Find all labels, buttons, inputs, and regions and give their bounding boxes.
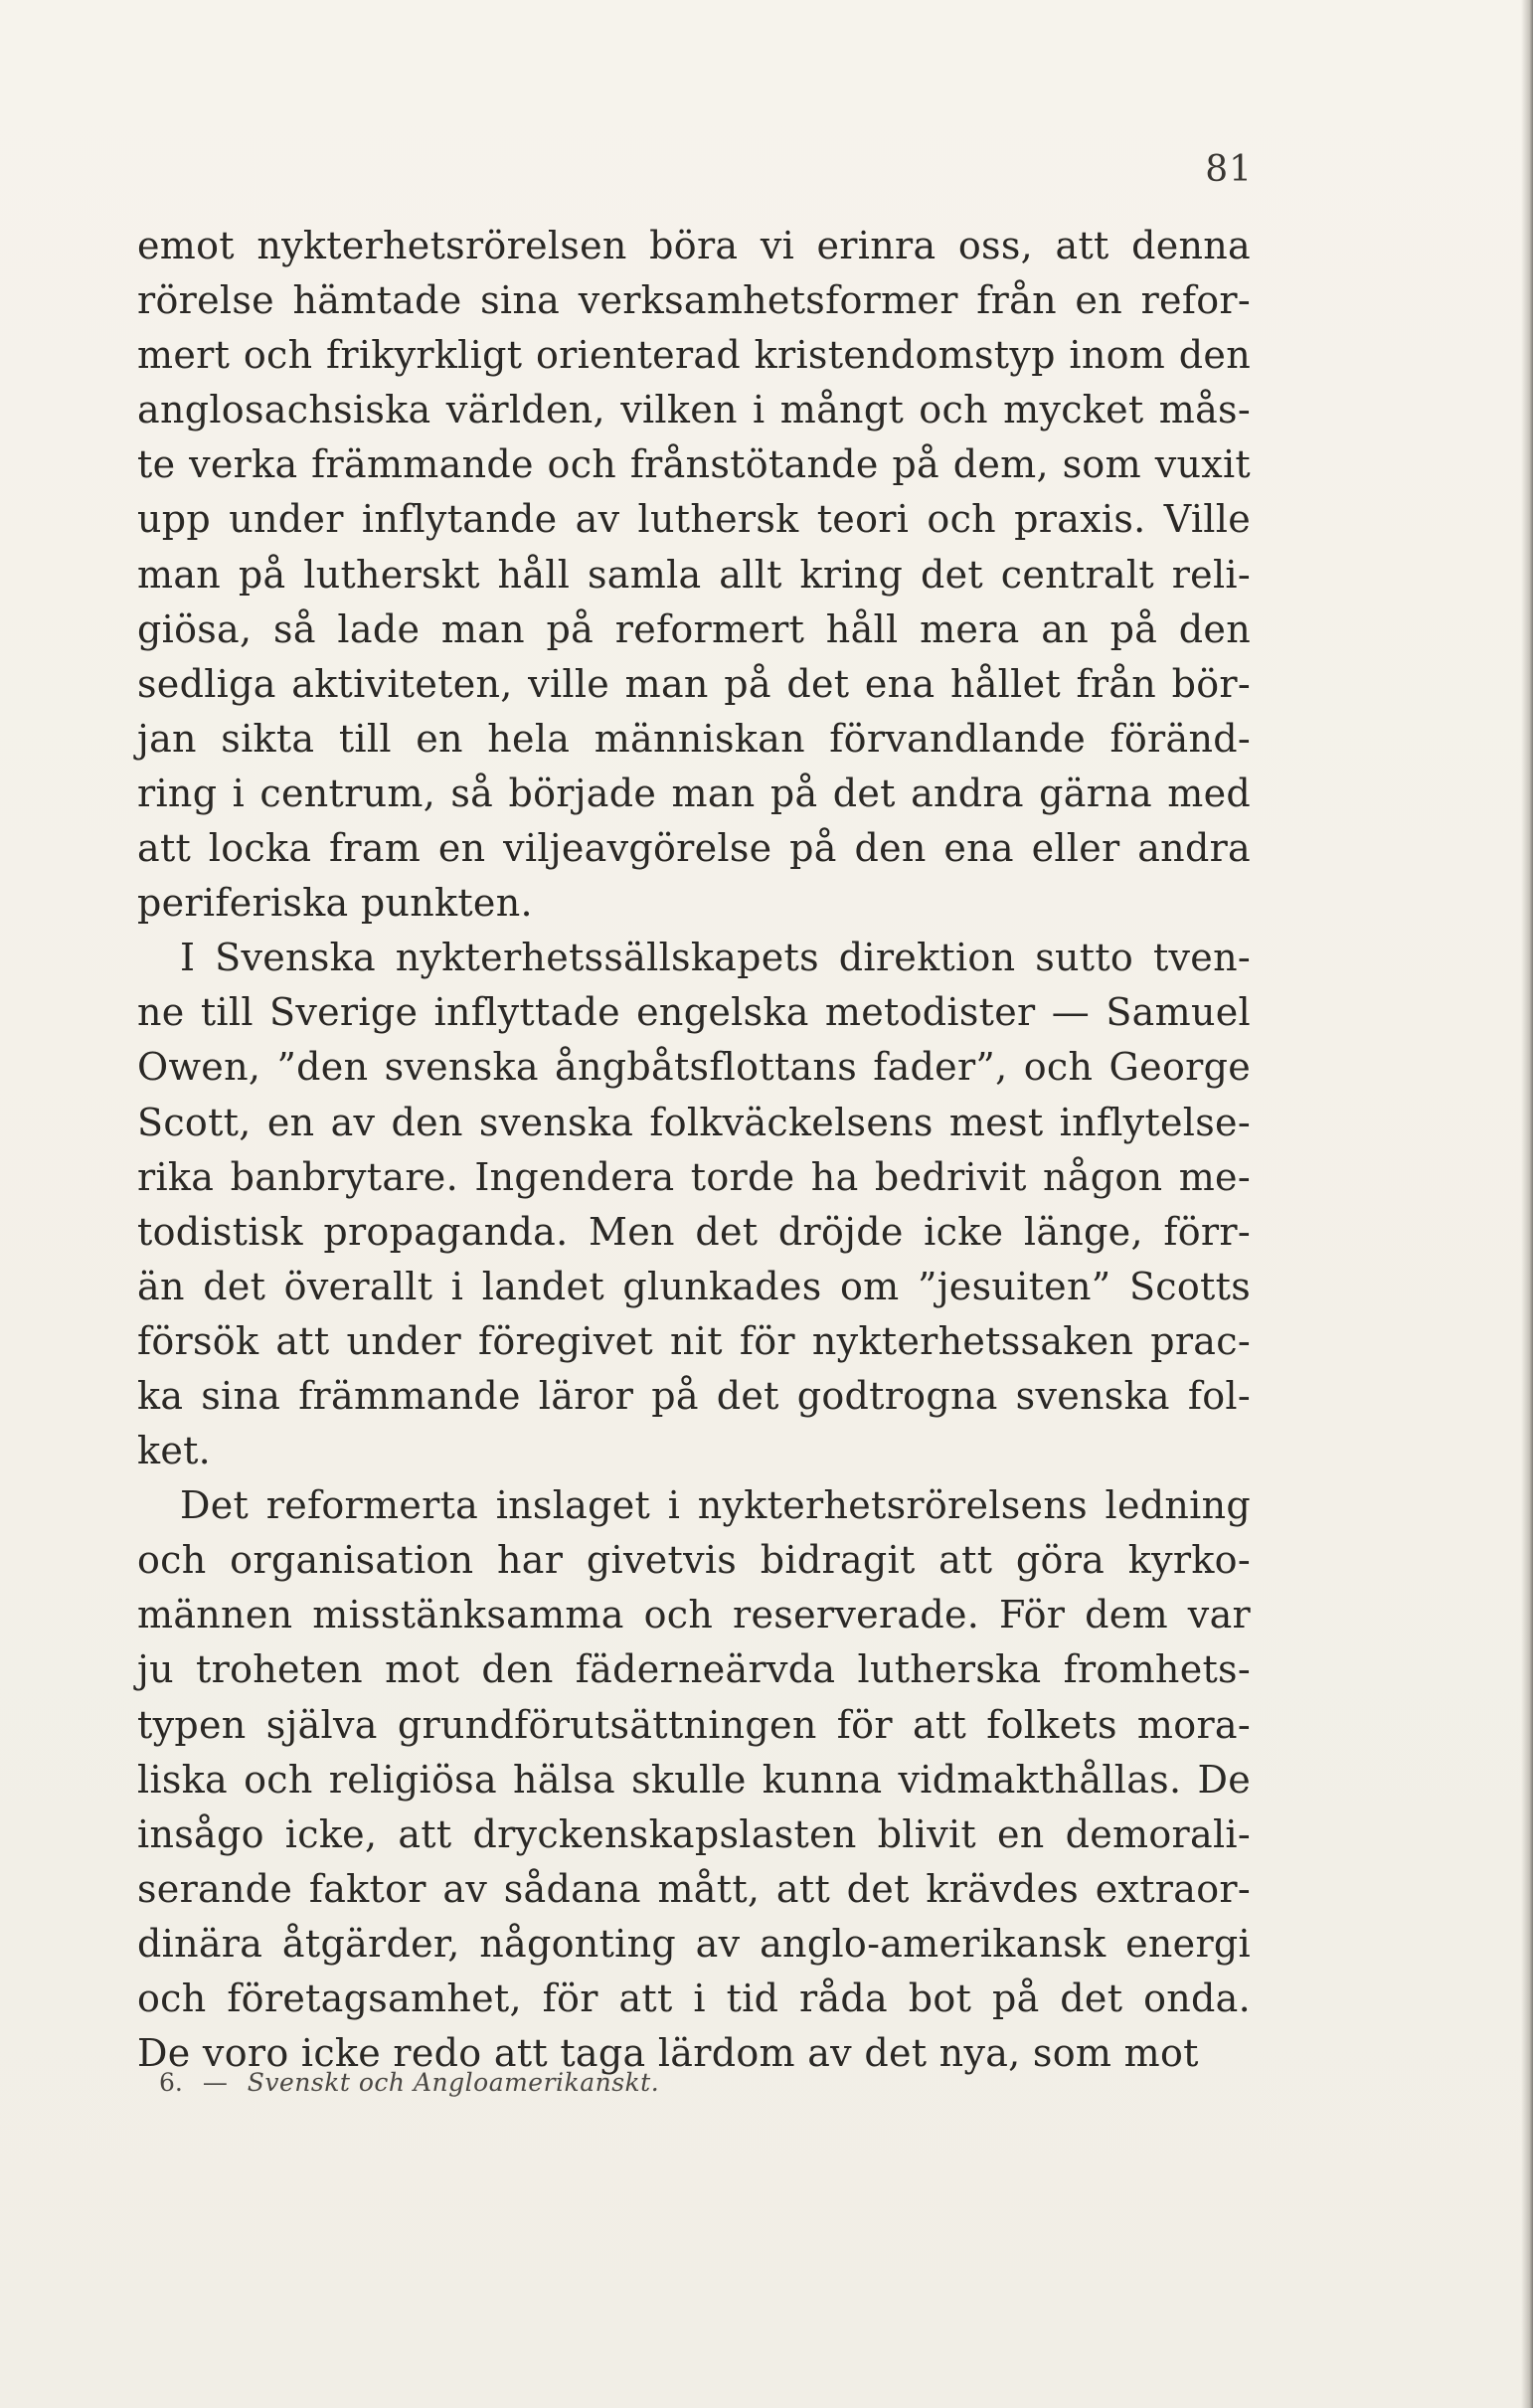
- text-line: och företagsamhet, för att i tid råda bot på det onda.: [137, 1977, 1251, 2020]
- text-line: giösa, så lade man på reformert håll mera an på den: [137, 606, 1251, 651]
- text-line: typen själva grundförutsättningen för att folkets mora-: [137, 1702, 1251, 1747]
- text-line: man på lutherskt håll samla allt kring det centralt reli-: [137, 552, 1251, 597]
- text-line: Owen, ”den svenska ångbåtsflottans fader”, och George: [137, 1045, 1251, 1090]
- text-line: ju troheten mot den fäderneärvda lutherska fromhets-: [137, 1647, 1251, 1692]
- footnote: [159, 2068, 659, 2097]
- footnote-dash: —: [202, 2068, 228, 2097]
- text-line: emot nykterhetsrörelsen böra vi erinra oss, att denna: [137, 224, 1251, 267]
- text-line: upp under inflytande av luthersk teori och praxis. Ville: [137, 497, 1251, 542]
- text-line: dinära åtgärder, någonting av anglo-amerikansk energi: [137, 1921, 1251, 1966]
- text-line: försök att under föregivet nit för nykterhetssaken prac-: [137, 1318, 1251, 1363]
- page-number: 81: [1205, 149, 1253, 190]
- text-line: ket.: [137, 1429, 212, 1473]
- text-line: anglosachsiska världen, vilken i mångt och mycket mås-: [137, 388, 1251, 432]
- text-line: och organisation har givetvis bidragit att göra kyrko-: [137, 1538, 1251, 1583]
- text-line: ka sina främmande läror på det godtrogna svenska fol-: [137, 1373, 1251, 1418]
- text-line: rörelse hämtade sina verksamhetsformer från en refor-: [137, 278, 1251, 323]
- footnote-title: Svenskt och Angloamerikanskt.: [247, 2068, 660, 2097]
- text-line: Scott, en av den svenska folkväckelsens mest inflytelse-: [137, 1100, 1251, 1144]
- text-line: insågo icke, att dryckenskapslasten blivit en demorali-: [137, 1811, 1251, 1856]
- page-edge-shadow: [1521, 0, 1533, 2408]
- text-line: jan sikta till en hela människan förvandlande föränd-: [137, 716, 1251, 761]
- body-text: [137, 219, 1251, 2081]
- text-line: att locka fram en viljeavgörelse på den ena eller andra: [137, 826, 1251, 871]
- paragraph: [137, 219, 1251, 931]
- text-line: serande faktor av sådana mått, att det krävdes extraor-: [137, 1866, 1251, 1911]
- text-line: I Svenska nykterhetssällskapets direktion sutto tven-: [180, 936, 1251, 980]
- text-line: männen misstänksamma och reserverade. För dem var: [137, 1593, 1251, 1637]
- text-line: än det överallt i landet glunkades om ”jesuiten” Scotts: [137, 1264, 1251, 1308]
- text-line: te verka främmande och frånstötande på dem, som vuxit: [137, 442, 1251, 487]
- text-line: liska och religiösa hälsa skulle kunna vidmakthållas. De: [137, 1757, 1251, 1802]
- text-line: rika banbrytare. Ingendera torde ha bedrivit någon me-: [137, 1154, 1251, 1199]
- text-line: sedliga aktiviteten, ville man på det ena hållet från bör-: [137, 661, 1251, 706]
- paragraph: [137, 1478, 1251, 2081]
- text-line: De voro icke redo att taga lärdom av det nya, som mot: [137, 2031, 1199, 2076]
- text-line: ne till Sverige inflyttade engelska metodister — Samuel: [137, 990, 1251, 1035]
- text-line: Det reformerta inslaget i nykterhetsrörelsens ledning: [180, 1483, 1251, 1528]
- text-line: ring i centrum, så började man på det andra gärna med: [137, 771, 1251, 815]
- text-line: todistisk propaganda. Men det dröjde icke länge, förr-: [137, 1209, 1251, 1254]
- text-line: periferiska punkten.: [137, 881, 533, 926]
- footnote-number: 6.: [159, 2068, 183, 2097]
- text-line: mert och frikyrkligt orienterad kristendomstyp inom den: [137, 333, 1251, 378]
- paragraph: [137, 931, 1251, 1478]
